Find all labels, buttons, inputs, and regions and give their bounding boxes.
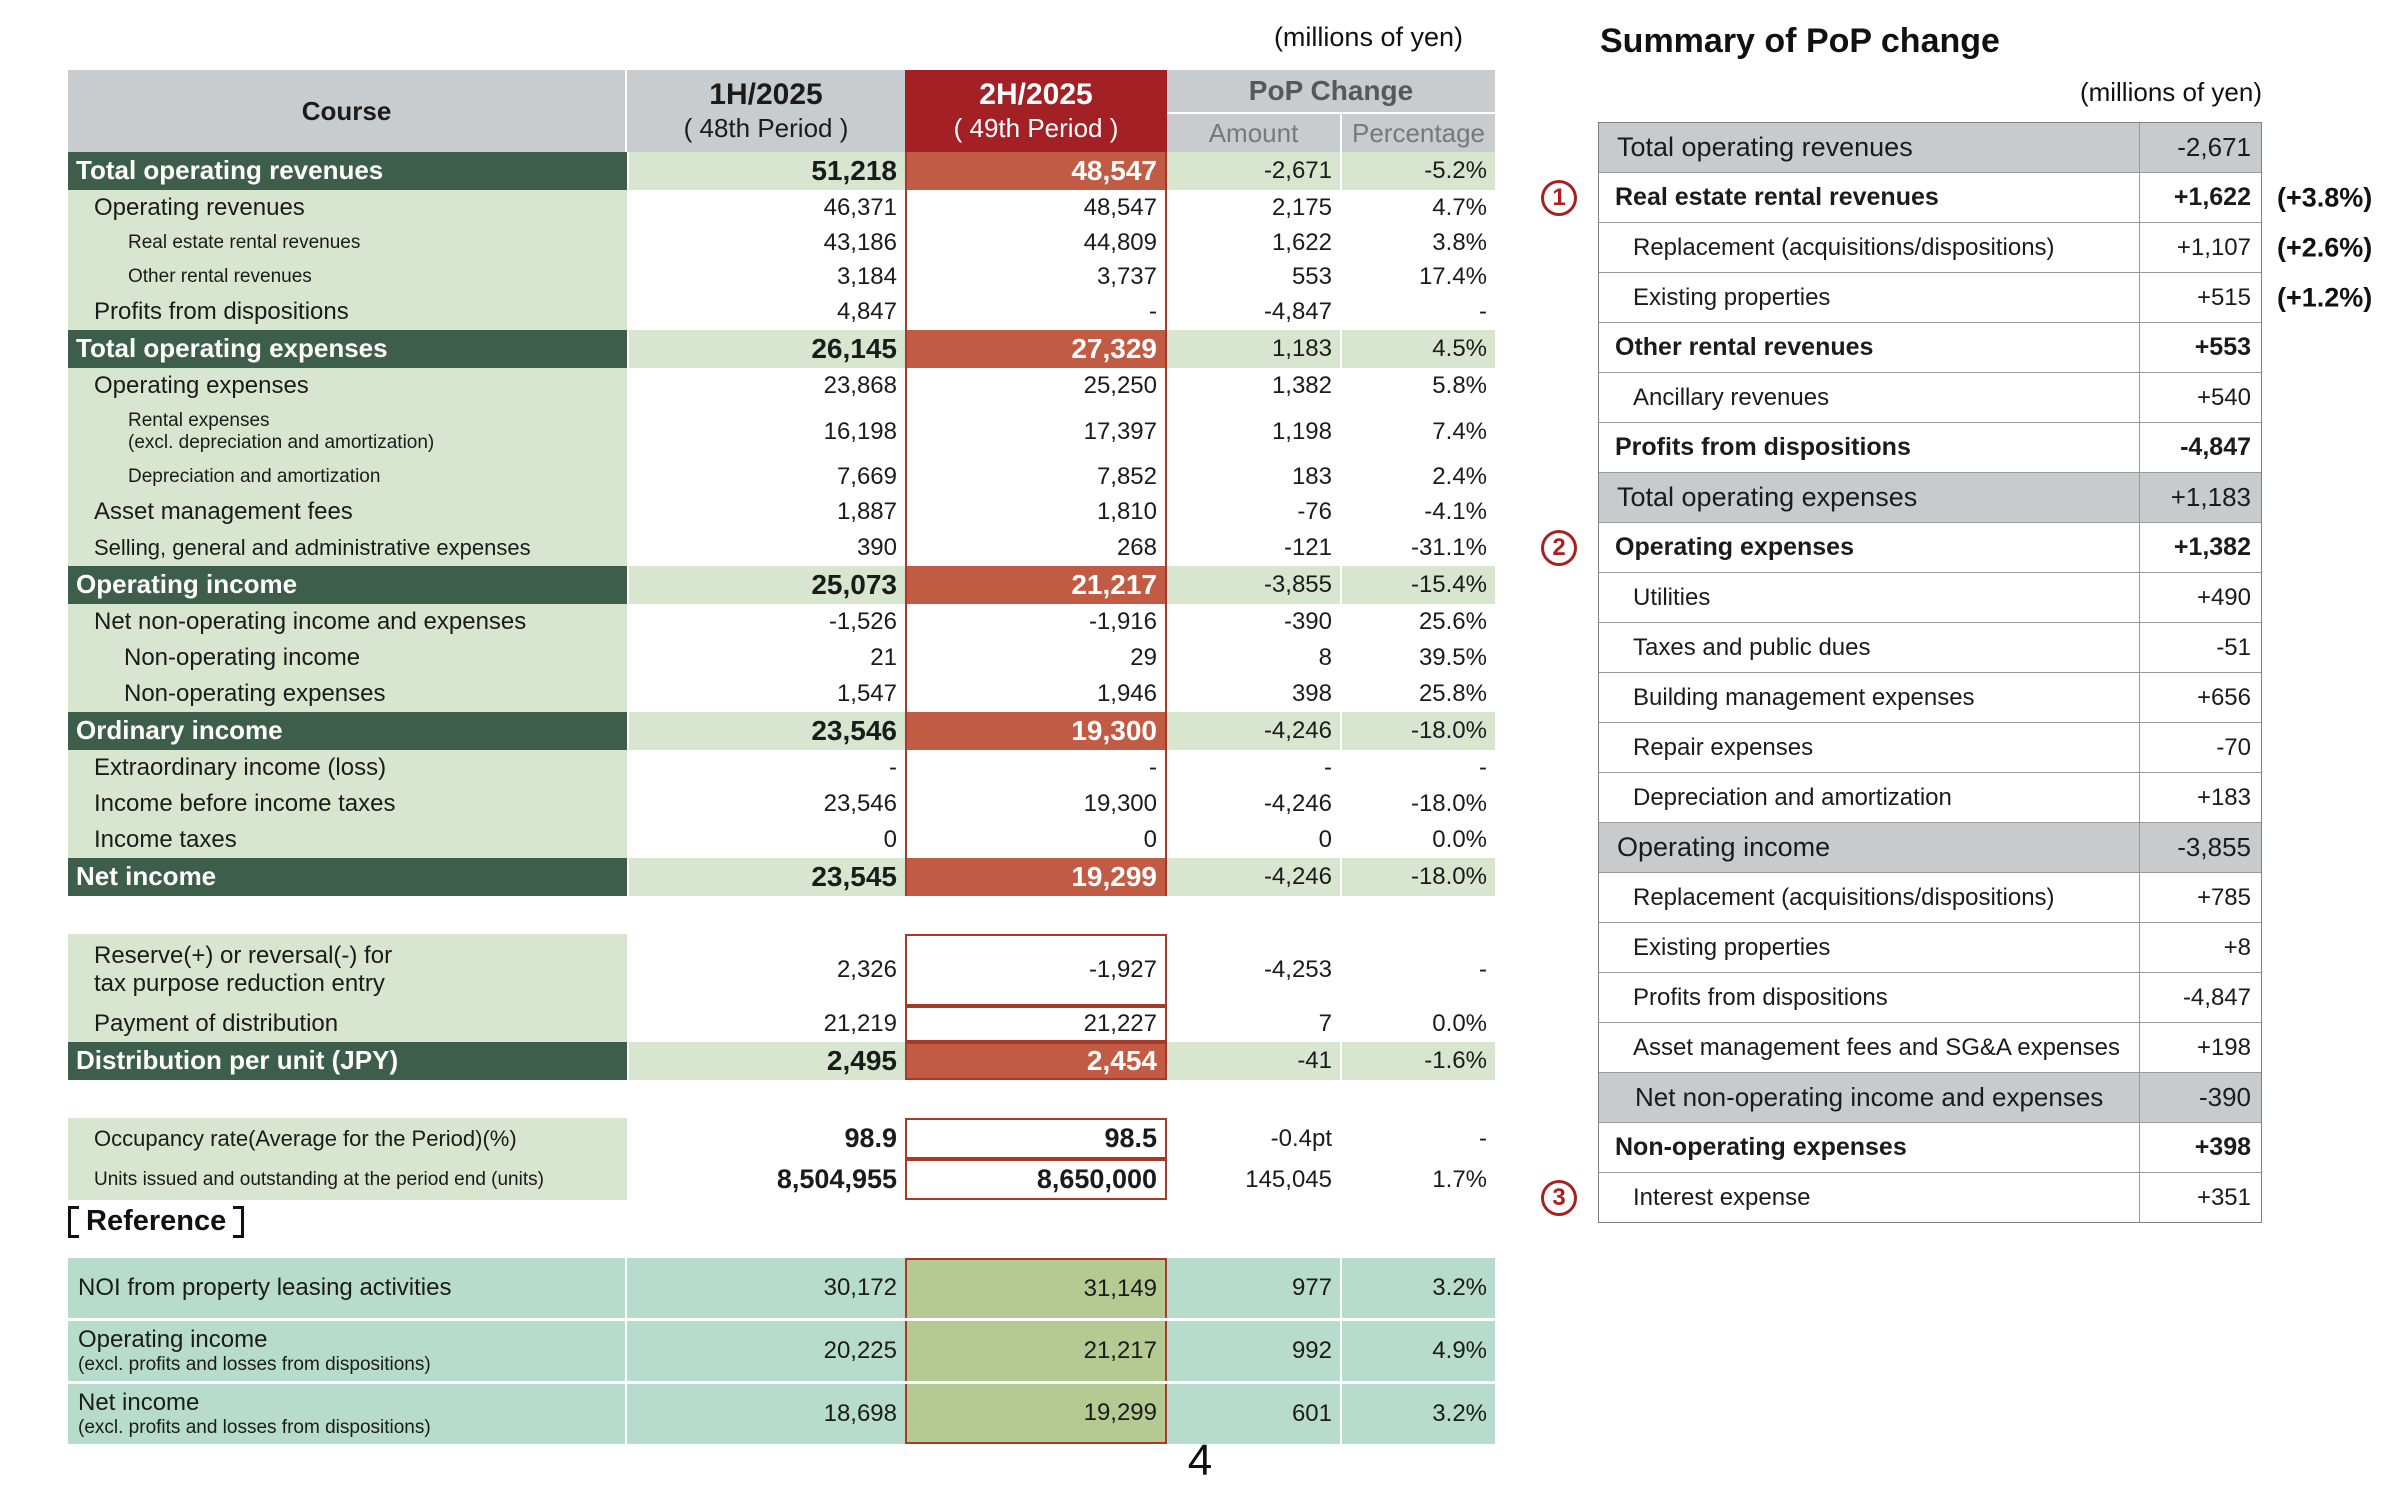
value-1h-cell: 18,698 — [627, 1384, 905, 1444]
summary-row-value: -70 — [2139, 723, 2261, 772]
pop-amount-cell: -4,246 — [1167, 858, 1340, 896]
table-row — [68, 368, 1495, 404]
summary-row — [1599, 672, 2261, 722]
value-1h-cell: 390 — [627, 530, 905, 566]
value-1h-cell: - — [627, 750, 905, 786]
value-2h-cell: 21,227 — [905, 1006, 1167, 1042]
pop-percentage-cell: 39.5% — [1340, 640, 1495, 676]
pop-amount-cell: 1,382 — [1167, 368, 1340, 404]
summary-row-value: +490 — [2139, 573, 2261, 622]
table-row — [68, 604, 1495, 640]
table-row — [68, 260, 1495, 294]
value-2h-cell: 31,149 — [905, 1258, 1167, 1318]
header-1h-period-label: 1H/2025 — [709, 78, 823, 112]
value-2h-cell: 19,299 — [905, 1384, 1167, 1444]
pop-amount-cell: 553 — [1167, 260, 1340, 294]
summary-row-label: Profits from dispositions — [1615, 433, 1911, 461]
circled-number-marker: 2 — [1541, 530, 1577, 566]
summary-row-label: Utilities — [1633, 583, 1711, 611]
row-label-cell: Depreciation and amortization — [68, 460, 627, 494]
value-2h-cell: 0 — [905, 822, 1167, 858]
summary-row-label: Profits from dispositions — [1633, 983, 1888, 1011]
header-1h-2025 — [627, 70, 905, 152]
pop-percentage-cell: -4.1% — [1340, 494, 1495, 530]
summary-row-value: -390 — [2139, 1073, 2261, 1122]
row-label-cell: NOI from property leasing activities — [68, 1258, 627, 1318]
pop-percentage-cell: 2.4% — [1340, 460, 1495, 494]
summary-row-value: +351 — [2139, 1173, 2261, 1222]
summary-row-label: Asset management fees and SG&A expenses — [1633, 1033, 2120, 1061]
reference-heading-text: Reference — [86, 1205, 227, 1237]
summary-row — [1599, 372, 2261, 422]
summary-row-annotation: (+1.2%) — [2277, 282, 2373, 312]
table-row — [68, 1384, 1495, 1444]
value-2h-cell: 1,946 — [905, 676, 1167, 712]
value-2h-cell: 17,397 — [905, 404, 1167, 460]
value-1h-cell: 1,887 — [627, 494, 905, 530]
row-label-cell: Units issued and outstanding at the period end (units) — [68, 1159, 627, 1200]
pop-amount-cell: 183 — [1167, 460, 1340, 494]
summary-row — [1599, 1022, 2261, 1072]
value-1h-cell: 26,145 — [627, 330, 905, 368]
summary-row-value: -2,671 — [2139, 123, 2261, 172]
row-label-cell: Operating income (excl. profits and losses from dispositions) — [68, 1321, 627, 1381]
summary-row-value: +515 — [2139, 273, 2261, 322]
value-2h-cell: 7,852 — [905, 460, 1167, 494]
pop-amount-cell: 7 — [1167, 1006, 1340, 1042]
table-row — [68, 190, 1495, 226]
summary-row-label: Other rental revenues — [1615, 333, 1874, 361]
summary-table — [1552, 122, 2373, 1223]
header-2h-period-label: 2H/2025 — [979, 78, 1093, 112]
header-2h-2025 — [905, 70, 1167, 152]
summary-row-value: +398 — [2139, 1123, 2261, 1172]
summary-row-value: +1,183 — [2139, 473, 2261, 522]
pop-percentage-cell: 25.6% — [1340, 604, 1495, 640]
table-row — [68, 226, 1495, 260]
row-label-cell: Ordinary income — [68, 712, 627, 750]
summary-row — [1599, 272, 2373, 322]
pop-percentage-cell: - — [1340, 750, 1495, 786]
table-row — [68, 494, 1495, 530]
summary-row — [1599, 972, 2261, 1022]
value-2h-cell: 19,300 — [905, 786, 1167, 822]
summary-row-label: Replacement (acquisitions/dispositions) — [1633, 233, 2055, 261]
value-2h-cell: 8,650,000 — [905, 1159, 1167, 1200]
pop-amount-cell: -4,246 — [1167, 712, 1340, 750]
row-label-cell: Other rental revenues — [68, 260, 627, 294]
circled-number-marker: 1 — [1541, 180, 1577, 216]
summary-row-label: Total operating revenues — [1617, 132, 1913, 162]
pop-percentage-cell: -18.0% — [1340, 712, 1495, 750]
summary-row-value: +540 — [2139, 373, 2261, 422]
value-1h-cell: 51,218 — [627, 152, 905, 190]
header-pop-change: PoP Change — [1167, 70, 1495, 112]
pop-percentage-cell: - — [1340, 934, 1495, 1006]
pop-amount-cell: -41 — [1167, 1042, 1340, 1080]
table-row — [68, 786, 1495, 822]
table-row — [68, 1159, 1495, 1200]
pop-amount-cell: -390 — [1167, 604, 1340, 640]
row-label-cell: Income before income taxes — [68, 786, 627, 822]
value-1h-cell: 1,547 — [627, 676, 905, 712]
row-label-cell: Net income — [68, 858, 627, 896]
pop-amount-cell: -4,253 — [1167, 934, 1340, 1006]
value-2h-cell: -1,927 — [905, 934, 1167, 1006]
left-bracket-glyph — [68, 1206, 79, 1238]
table-row — [68, 404, 1495, 460]
summary-row-label: Operating income — [1617, 832, 1831, 862]
pop-amount-cell: -2,671 — [1167, 152, 1340, 190]
pop-percentage-cell: 3.2% — [1340, 1258, 1495, 1318]
table-row — [68, 822, 1495, 858]
row-label-cell: Total operating expenses — [68, 330, 627, 368]
summary-row — [1599, 872, 2261, 922]
value-1h-cell: 23,868 — [627, 368, 905, 404]
summary-row — [1552, 172, 2373, 222]
summary-row-value: +1,107 — [2139, 223, 2261, 272]
reference-heading — [68, 1205, 244, 1238]
summary-row-label: Real estate rental revenues — [1615, 183, 1939, 211]
value-1h-cell: 21 — [627, 640, 905, 676]
value-1h-cell: 43,186 — [627, 226, 905, 260]
row-label-cell: Operating expenses — [68, 368, 627, 404]
value-2h-cell: 1,810 — [905, 494, 1167, 530]
table-row — [68, 460, 1495, 494]
pop-amount-cell: 977 — [1167, 1258, 1340, 1318]
pop-percentage-cell: 17.4% — [1340, 260, 1495, 294]
value-2h-cell: 21,217 — [905, 1321, 1167, 1381]
pop-change-summary — [1552, 22, 2373, 1223]
value-1h-cell: 23,546 — [627, 712, 905, 750]
pop-amount-cell: 601 — [1167, 1384, 1340, 1444]
pop-amount-cell: 145,045 — [1167, 1159, 1340, 1200]
value-2h-cell: - — [905, 750, 1167, 786]
table-row — [68, 712, 1495, 750]
value-2h-cell: 19,300 — [905, 712, 1167, 750]
pop-amount-cell: 8 — [1167, 640, 1340, 676]
summary-row — [1599, 1072, 2261, 1122]
summary-row — [1599, 722, 2261, 772]
summary-row-label: Ancillary revenues — [1633, 383, 1830, 411]
summary-row — [1552, 522, 2261, 572]
pop-percentage-cell: 5.8% — [1340, 368, 1495, 404]
value-1h-cell: 7,669 — [627, 460, 905, 494]
pop-amount-cell: 1,198 — [1167, 404, 1340, 460]
summary-row — [1552, 1172, 2261, 1222]
table-row — [68, 934, 1495, 1006]
row-label-cell: Operating income — [68, 566, 627, 604]
value-1h-cell: 16,198 — [627, 404, 905, 460]
pop-percentage-cell: -18.0% — [1340, 858, 1495, 896]
summary-row-value: +183 — [2139, 773, 2261, 822]
value-1h-cell: 8,504,955 — [627, 1159, 905, 1200]
pop-amount-cell: -3,855 — [1167, 566, 1340, 604]
row-label-cell: Net income (excl. profits and losses from dispositions) — [68, 1384, 627, 1444]
value-1h-cell: 30,172 — [627, 1258, 905, 1318]
value-1h-cell: 98.9 — [627, 1118, 905, 1159]
row-label-cell: Rental expenses (excl. depreciation and amortization) — [68, 404, 627, 460]
summary-row — [1599, 222, 2373, 272]
value-1h-cell: 4,847 — [627, 294, 905, 330]
main-income-rows — [68, 152, 1495, 896]
summary-units-note: (millions of yen) — [2079, 77, 2262, 107]
value-1h-cell: 20,225 — [627, 1321, 905, 1381]
pop-percentage-cell: -15.4% — [1340, 566, 1495, 604]
value-1h-cell: 0 — [627, 822, 905, 858]
value-2h-cell: 3,737 — [905, 260, 1167, 294]
pop-percentage-cell: -1.6% — [1340, 1042, 1495, 1080]
summary-row-label: Total operating expenses — [1617, 482, 1918, 512]
pop-percentage-cell: -31.1% — [1340, 530, 1495, 566]
pop-amount-cell: 992 — [1167, 1321, 1340, 1381]
summary-row-value: -51 — [2139, 623, 2261, 672]
pop-amount-cell: -76 — [1167, 494, 1340, 530]
summary-row-value: +785 — [2139, 873, 2261, 922]
income-statement-header — [68, 70, 1495, 152]
pop-amount-cell: - — [1167, 750, 1340, 786]
pop-amount-cell: -4,246 — [1167, 786, 1340, 822]
summary-row — [1599, 322, 2261, 372]
summary-row-value: +1,622 — [2139, 173, 2261, 222]
pop-percentage-cell: 4.7% — [1340, 190, 1495, 226]
header-1h-period-sublabel: ( 48th Period ) — [683, 113, 849, 144]
summary-row — [1599, 822, 2261, 872]
row-label-cell: Occupancy rate(Average for the Period)(%) — [68, 1118, 627, 1159]
pop-amount-cell: -4,847 — [1167, 294, 1340, 330]
table-row — [68, 858, 1495, 896]
row-label-cell: Asset management fees — [68, 494, 627, 530]
summary-row-label: Replacement (acquisitions/dispositions) — [1633, 883, 2055, 911]
pop-percentage-cell: 0.0% — [1340, 1006, 1495, 1042]
pop-percentage-cell: 4.9% — [1340, 1321, 1495, 1381]
summary-row-value: +8 — [2139, 923, 2261, 972]
value-1h-cell: 2,495 — [627, 1042, 905, 1080]
summary-row-value: +198 — [2139, 1023, 2261, 1072]
table-row — [68, 330, 1495, 368]
table-row — [68, 676, 1495, 712]
summary-row-label: Non-operating expenses — [1615, 1133, 1907, 1161]
table-row — [68, 1042, 1495, 1080]
summary-row-label: Building management expenses — [1633, 683, 1975, 711]
value-2h-cell: 44,809 — [905, 226, 1167, 260]
summary-row-annotation: (+3.8%) — [2277, 182, 2373, 212]
table-row — [68, 294, 1495, 330]
pop-percentage-cell: 3.2% — [1340, 1384, 1495, 1444]
pop-amount-cell: -0.4pt — [1167, 1118, 1340, 1159]
summary-row-label: Depreciation and amortization — [1633, 783, 1952, 811]
pop-amount-cell: 398 — [1167, 676, 1340, 712]
summary-row — [1599, 123, 2261, 172]
summary-row — [1599, 922, 2261, 972]
value-2h-cell: 25,250 — [905, 368, 1167, 404]
summary-row-value: +1,382 — [2139, 523, 2261, 572]
reference-table — [68, 1258, 1495, 1444]
value-2h-cell: 48,547 — [905, 190, 1167, 226]
value-1h-cell: 25,073 — [627, 566, 905, 604]
row-label-cell: Real estate rental revenues — [68, 226, 627, 260]
pop-amount-cell: -121 — [1167, 530, 1340, 566]
table-row — [68, 1006, 1495, 1042]
row-label-cell: Selling, general and administrative expenses — [68, 530, 627, 566]
value-1h-cell: 21,219 — [627, 1006, 905, 1042]
header-pop-percentage: Percentage — [1340, 112, 1495, 152]
pop-amount-cell: 2,175 — [1167, 190, 1340, 226]
summary-row — [1599, 472, 2261, 522]
value-2h-cell: 27,329 — [905, 330, 1167, 368]
summary-row-label: Existing properties — [1633, 933, 1831, 961]
pop-percentage-cell: 1.7% — [1340, 1159, 1495, 1200]
value-1h-cell: -1,526 — [627, 604, 905, 640]
reference-rows — [68, 1258, 1495, 1444]
table-row — [68, 640, 1495, 676]
summary-row-value: +553 — [2139, 323, 2261, 372]
row-label-cell: Extraordinary income (loss) — [68, 750, 627, 786]
table-row — [68, 566, 1495, 604]
value-2h-cell: 2,454 — [905, 1042, 1167, 1080]
summary-row — [1599, 622, 2261, 672]
pop-percentage-cell: 7.4% — [1340, 404, 1495, 460]
table-row — [68, 1321, 1495, 1381]
value-2h-cell: -1,916 — [905, 604, 1167, 640]
pop-amount-cell: 1,183 — [1167, 330, 1340, 368]
summary-row-label: Interest expense — [1633, 1183, 1811, 1211]
row-label-cell: Profits from dispositions — [68, 294, 627, 330]
summary-row-label: Taxes and public dues — [1633, 633, 1871, 661]
pop-percentage-cell: - — [1340, 1118, 1495, 1159]
value-1h-cell: 2,326 — [627, 934, 905, 1006]
left-units-note: (millions of yen) — [1273, 22, 1463, 52]
summary-row-label: Net non-operating income and expenses — [1635, 1082, 2104, 1112]
kpi-rows — [68, 1118, 1495, 1200]
value-1h-cell: 23,546 — [627, 786, 905, 822]
pop-percentage-cell: -18.0% — [1340, 786, 1495, 822]
table-row — [68, 152, 1495, 190]
row-label-cell: Distribution per unit (JPY) — [68, 1042, 627, 1080]
pop-percentage-cell: 4.5% — [1340, 330, 1495, 368]
summary-title: Summary of PoP change — [1600, 22, 2000, 60]
pop-percentage-cell: - — [1340, 294, 1495, 330]
summary-row-value: -3,855 — [2139, 823, 2261, 872]
pop-amount-cell: 0 — [1167, 822, 1340, 858]
table-row — [68, 1118, 1495, 1159]
row-label-cell: Total operating revenues — [68, 152, 627, 190]
pop-amount-cell: 1,622 — [1167, 226, 1340, 260]
table-row — [68, 530, 1495, 566]
value-2h-cell: 21,217 — [905, 566, 1167, 604]
right-bracket-glyph — [233, 1206, 244, 1238]
value-2h-cell: 19,299 — [905, 858, 1167, 896]
value-1h-cell: 46,371 — [627, 190, 905, 226]
summary-row-label: Existing properties — [1633, 283, 1831, 311]
header-course: Course — [68, 70, 627, 152]
income-statement-table — [68, 70, 1495, 1200]
summary-row — [1599, 422, 2261, 472]
row-label-cell: Non-operating expenses — [68, 676, 627, 712]
value-2h-cell: - — [905, 294, 1167, 330]
page-number: 4 — [1187, 1436, 1213, 1485]
value-2h-cell: 48,547 — [905, 152, 1167, 190]
value-2h-cell: 268 — [905, 530, 1167, 566]
value-2h-cell: 98.5 — [905, 1118, 1167, 1159]
summary-row — [1599, 772, 2261, 822]
summary-row-label: Operating expenses — [1615, 533, 1854, 561]
value-1h-cell: 3,184 — [627, 260, 905, 294]
value-1h-cell: 23,545 — [627, 858, 905, 896]
row-label-cell: Operating revenues — [68, 190, 627, 226]
row-label-cell: Non-operating income — [68, 640, 627, 676]
value-2h-cell: 29 — [905, 640, 1167, 676]
row-label-cell: Reserve(+) or reversal(-) for tax purpose reduction entry — [68, 934, 627, 1006]
row-label-cell: Payment of distribution — [68, 1006, 627, 1042]
table-row — [68, 1258, 1495, 1318]
pop-percentage-cell: 0.0% — [1340, 822, 1495, 858]
header-2h-period-sublabel: ( 49th Period ) — [953, 113, 1119, 144]
summary-row — [1599, 1122, 2261, 1172]
table-row — [68, 750, 1495, 786]
row-label-cell: Net non-operating income and expenses — [68, 604, 627, 640]
pop-percentage-cell: 25.8% — [1340, 676, 1495, 712]
summary-row-value: +656 — [2139, 673, 2261, 722]
pop-percentage-cell: -5.2% — [1340, 152, 1495, 190]
summary-row-value: -4,847 — [2139, 423, 2261, 472]
summary-row-annotation: (+2.6%) — [2277, 232, 2373, 262]
circled-number-marker: 3 — [1541, 1180, 1577, 1216]
header-pop-amount: Amount — [1167, 112, 1340, 152]
summary-row — [1599, 572, 2261, 622]
pop-percentage-cell: 3.8% — [1340, 226, 1495, 260]
summary-row-value: -4,847 — [2139, 973, 2261, 1022]
summary-row-label: Repair expenses — [1633, 733, 1814, 761]
distribution-rows — [68, 934, 1495, 1080]
row-label-cell: Income taxes — [68, 822, 627, 858]
